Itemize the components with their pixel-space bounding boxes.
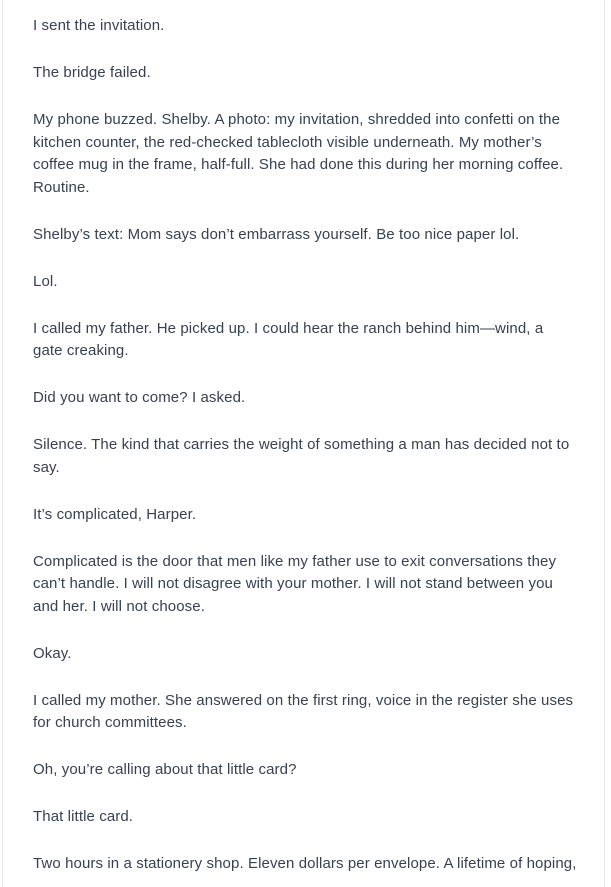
story-paragraph: Silence. The kind that carries the weight of something a man has decided not to say. bbox=[33, 436, 570, 476]
story-paragraph: Did you want to come? I asked. bbox=[33, 389, 246, 406]
story-paragraph: Complicated is the door that men like my father use to exit conversations they can’t handle. I will not disagree with your mother. I will not stand between you and her. I will not choose. bbox=[33, 552, 557, 615]
story-paragraph: The bridge failed. bbox=[33, 64, 151, 81]
story-paragraph: That little card. bbox=[33, 808, 134, 825]
story-paragraph: I called my mother. She answered on the first ring, voice in the register she uses for church committees. bbox=[33, 691, 574, 731]
story-paragraph: It’s complicated, Harper. bbox=[33, 505, 197, 523]
document-body bbox=[3, 0, 604, 876]
story-paragraph: Oh, you’re calling about that little card? bbox=[33, 761, 297, 778]
story-paragraph: My phone buzzed. Shelby. A photo: my invitation, shredded into confetti on the kitchen counter, the red-checked tablecloth visible underneath. My mother’s coffee mug in the frame, half-full. She had done this during her morning coffee. Routine. bbox=[33, 111, 564, 196]
story-paragraph: I called my father. He picked up. I could hear the ranch behind him—wind, a gate creaking. bbox=[33, 319, 544, 359]
story-paragraph: Shelby’s text: Mom says don’t embarrass yourself. Be too nice paper lol. bbox=[33, 225, 520, 243]
story-paragraph: Lol. bbox=[33, 272, 58, 290]
story-paragraph: Two hours in a stationery shop. Eleven dollars per envelope. A lifetime of hoping, bbox=[33, 855, 577, 872]
document-column bbox=[2, 0, 605, 887]
story-paragraph: I sent the invitation. bbox=[33, 17, 165, 34]
story-paragraph: Okay. bbox=[33, 644, 72, 662]
